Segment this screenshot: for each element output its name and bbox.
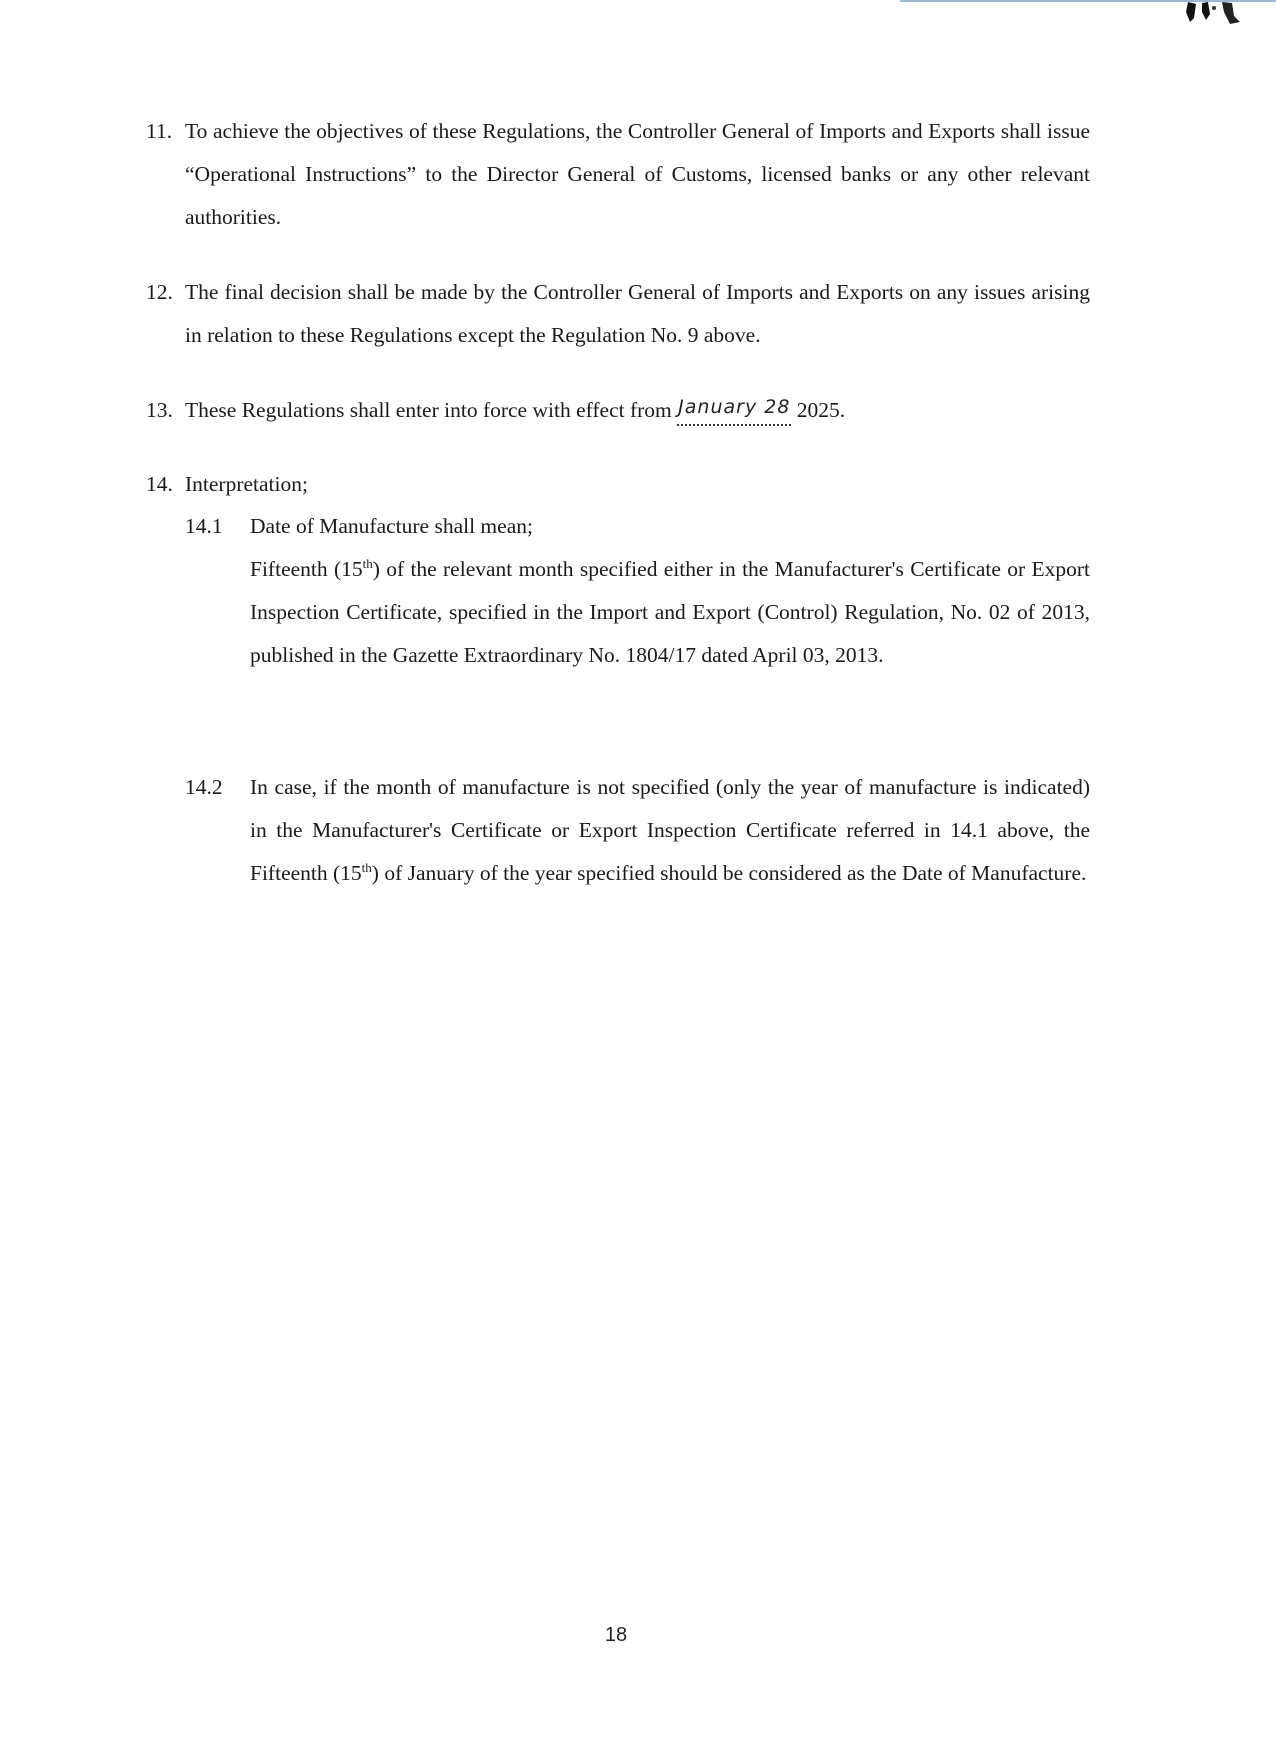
scan-artifact-mark bbox=[1166, 0, 1276, 40]
paragraph-14 bbox=[146, 463, 1090, 506]
subclause-body bbox=[250, 766, 1090, 895]
paragraph-number: 12. bbox=[146, 280, 173, 304]
paragraph-13 bbox=[146, 389, 1090, 432]
subclause-body bbox=[250, 548, 1090, 677]
effective-date-intro: These Regulations shall enter into force with effect from bbox=[185, 398, 678, 422]
paragraph-text bbox=[185, 389, 1090, 432]
paragraph-11 bbox=[146, 110, 1090, 239]
subclause-number: 14.1 bbox=[185, 514, 223, 538]
page-number: 18 bbox=[604, 1624, 628, 1646]
effective-date-year: 2025. bbox=[791, 398, 846, 422]
paragraph-text: Interpretation; bbox=[185, 472, 308, 496]
paragraph-text: The final decision shall be made by the Controller General of Imports and Exports on any issues arising in relation to these Regulations except the Regulation No. 9 above. bbox=[185, 280, 1090, 347]
ordinal-suffix: th bbox=[362, 556, 373, 571]
subclause-body-rest: ) of January of the year specified should be considered as the Date of Manufacture. bbox=[371, 861, 1087, 885]
ordinal-suffix: th bbox=[361, 860, 372, 875]
subclause-number: 14.2 bbox=[185, 775, 223, 799]
paragraph-number: 13. bbox=[146, 398, 173, 422]
paragraph-number: 14. bbox=[146, 472, 173, 496]
paragraph-number: 11. bbox=[146, 119, 173, 143]
subclause-body-rest: ) of the relevant month specified either in the Manufacturer's Certificate or Export Inspection Certificate, specified in the Import and Export (Control) Regulation, No. 02 of 2013, published in the Gazette Extraordinary No. 1804/17 dated April 03, 2013. bbox=[250, 557, 1090, 667]
handwritten-date: January 28 bbox=[678, 396, 791, 418]
subclause-body-start: Fifteenth (15 bbox=[250, 557, 363, 581]
effective-date-blank bbox=[677, 397, 791, 426]
subclause-14-2 bbox=[185, 766, 1090, 895]
paragraph-text: To achieve the objectives of these Regulations, the Controller General of Imports and Exports shall issue “Operational Instructions” to the Director General of Customs, licensed banks or any other relevant authorities. bbox=[185, 119, 1090, 229]
subclause-body-start: In case, if the month of manufacture is not specified (only the year of manufacture is indicated) in the Manufacturer's Certificate or Export Inspection Certificate referred in 14.1 above, the Fifteenth (15 bbox=[250, 775, 1090, 885]
subclause-heading: Date of Manufacture shall mean; bbox=[250, 514, 533, 538]
paragraph-12 bbox=[146, 271, 1090, 357]
subclause-14-1 bbox=[185, 505, 1090, 677]
